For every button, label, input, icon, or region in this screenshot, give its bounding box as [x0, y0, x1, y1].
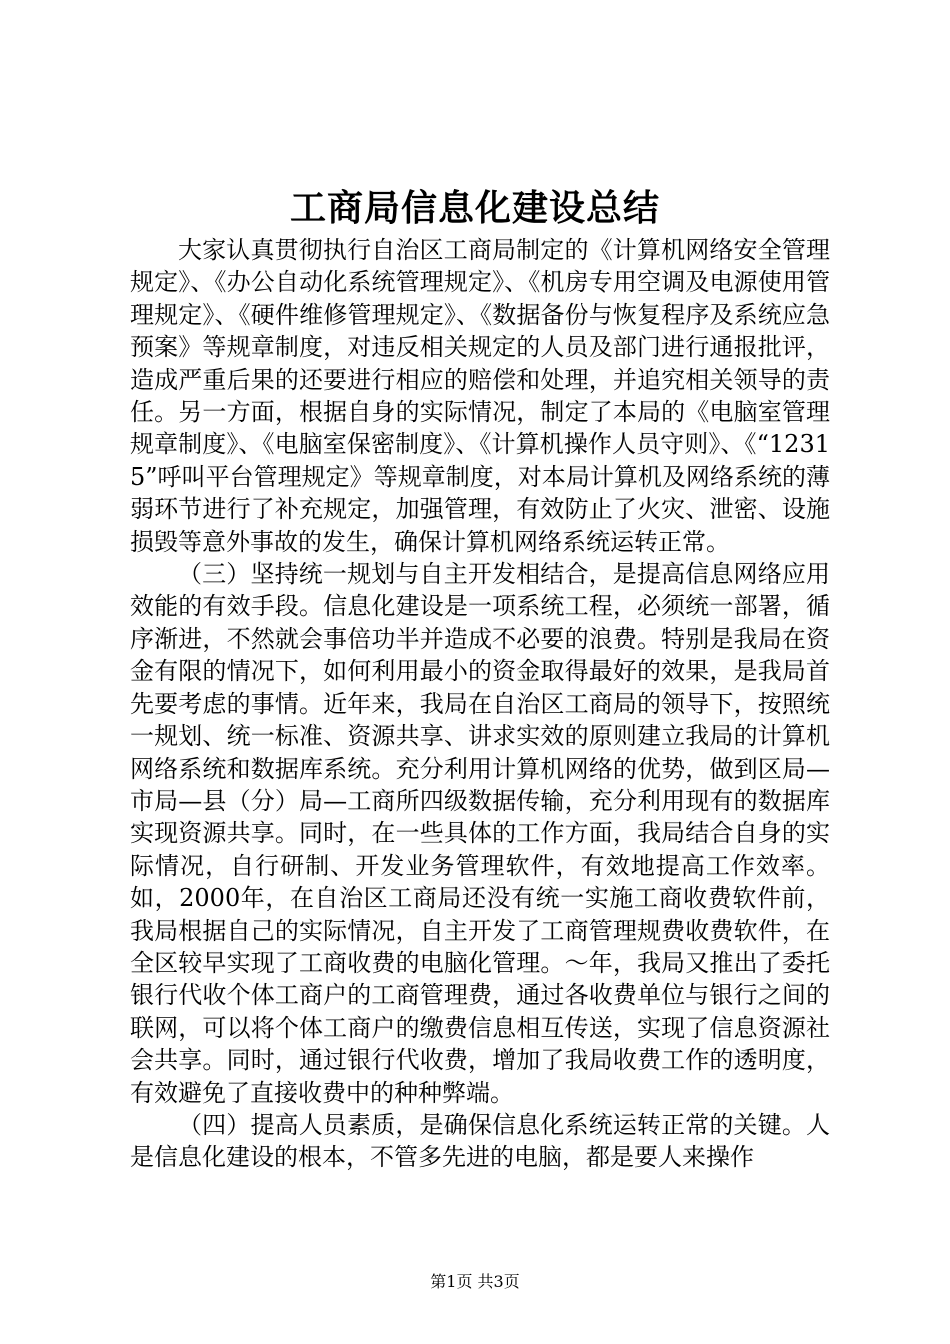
document-title: 工商局信息化建设总结	[289, 187, 660, 229]
paragraph-1: 大家认真贯彻执行自治区工商局制定的《计算机网络安全管理规定》、《办公自动化系统管理规定》、《机房专用空调及电源使用管理规定》、《硬件维修管理规定》、《数据备份与恢复程序及系统应急预案》等规章制度，对违反相关规定的人员及部门进行通报批评，造成严重后果的还要进行相应的赔偿和处理，并追究相关领导的责任。另一方面，根据自身的实际情况，制定了本局的《电脑室管理规章制度》、《电脑室保密制度》、《计算机操作人员守则》、《“12315”呼叫平台管理规定》等规章制度，对本局计算机及网络系统的薄弱环节进行了补充规定，加强管理，有效防止了火灾、泄密、设施损毁等意外事故的发生，确保计算机网络系统运转正常。	[130, 236, 830, 556]
paragraph-3: （四）提高人员素质，是确保信息化系统运转正常的关键。人是信息化建设的根本，不管多先进的电脑，都是要人来操作	[130, 1110, 830, 1172]
paragraph-2: （三）坚持统一规划与自主开发相结合，是提高信息网络应用效能的有效手段。信息化建设是一项系统工程，必须统一部署，循序渐进，不然就会事倍功半并造成不必要的浪费。特别是我局在资金有限的情况下，如何利用最小的资金取得最好的效果，是我局首先要考虑的事情。近年来，我局在自治区工商局的领导下，按照统一规划、统一标准、资源共享、讲求实效的原则建立我局的计算机网络系统和数据库系统。充分利用计算机网络的优势，做到区局—市局—县（分）局—工商所四级数据传输，充分利用现有的数据库实现资源共享。同时，在一些具体的工作方面，我局结合自身的实际情况，自行研制、开发业务管理软件，有效地提高工作效率。如，2000年，在自治区工商局还没有统一实施工商收费软件前，我局根据自己的实际情况，自主开发了工商管理规费收费软件，在全区较早实现了工商收费的电脑化管理。～年，我局又推出了委托银行代收个体工商户的工商管理费，通过各收费单位与银行之间的联网，可以将个体工商户的缴费信息相互传送，实现了信息资源社会共享。同时，通过银行代收费，增加了我局收费工作的透明度，有效避免了直接收费中的种种弊端。	[130, 560, 830, 1107]
page-number-footer: 第1页 共3页	[430, 1272, 520, 1291]
document-body	[130, 234, 830, 1174]
